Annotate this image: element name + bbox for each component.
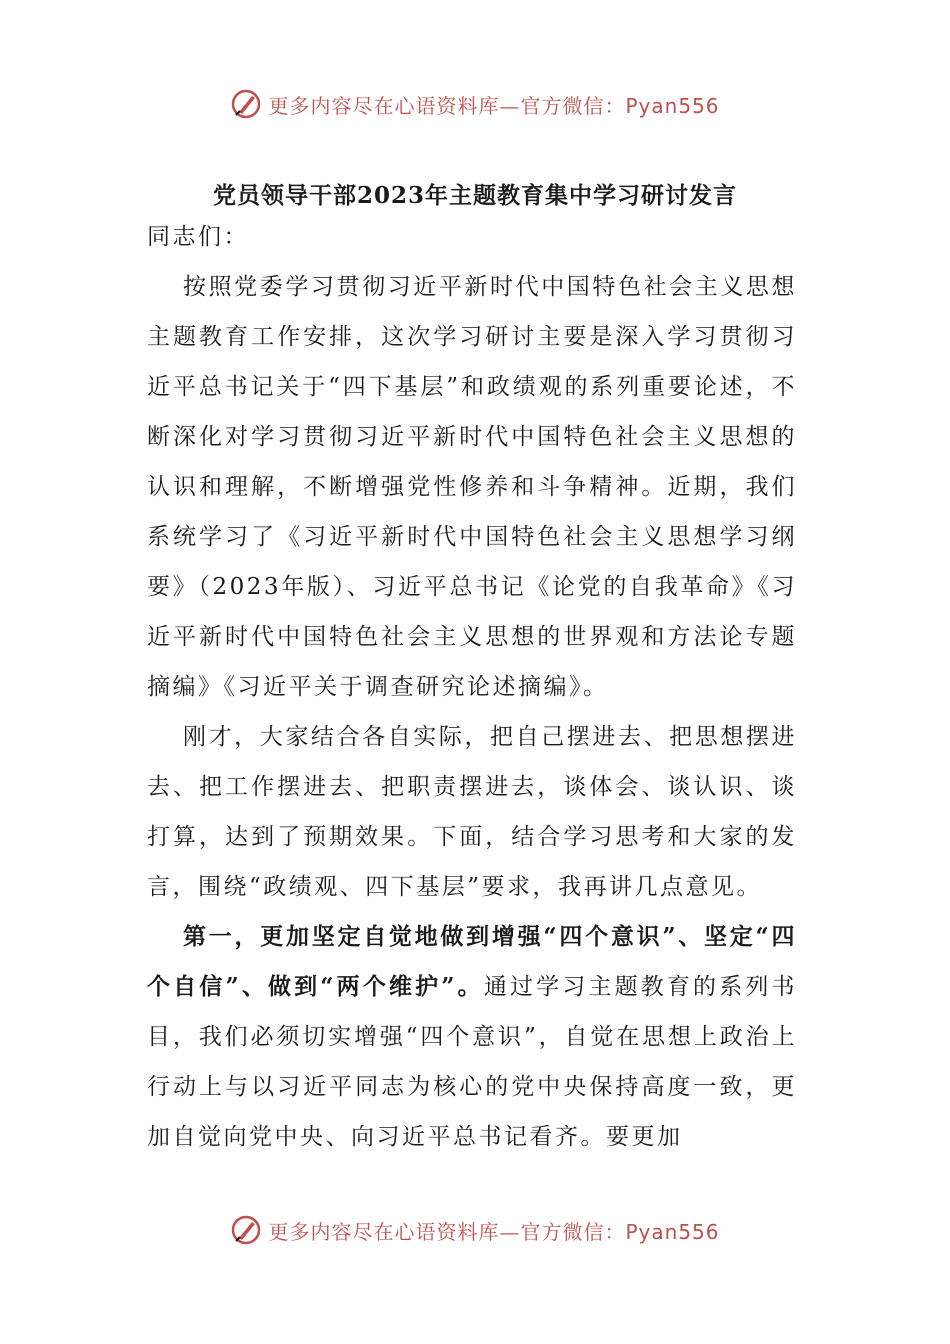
watermark-id: Pyan556	[625, 93, 720, 118]
document-body	[147, 212, 797, 1162]
watermark-cn: 更多内容尽在心语资料库—官方微信：	[268, 93, 626, 118]
salutation: 同志们：	[147, 224, 249, 250]
header-watermark	[0, 84, 950, 124]
paragraph-1	[147, 262, 797, 712]
watermark-cn: 更多内容尽在心语资料库—官方微信：	[268, 1219, 626, 1244]
watermark-text	[268, 1216, 719, 1245]
paragraph-1-text: 按照党委学习贯彻习近平新时代中国特色社会主义思想主题教育工作安排，这次学习研讨主要是深入学习贯彻习近平总书记关于“四下基层”和政绩观的系列重要论述，不断深化对学习贯彻习近平新时代中国特色社会主义思想的认识和理解，不断增强党性修养和斗争精神。近期，我们系统学习了《习近平新时代中国特色社会主义思想学习纲要》（2023年版）、习近平总书记《论党的自我革命》《习近平新时代中国特色社会主义思想的世界观和方法论专题摘编》《习近平关于调查研究论述摘编》。	[147, 274, 797, 700]
paragraph-3-text: 通过学习主题教育的系列书目，我们必须切实增强“四个意识”，自觉在思想上政治上行动上与以习近平同志为核心的党中央保持高度一致，更加自觉向党中央、向习近平总书记看齐。要更加	[147, 974, 797, 1150]
paragraph-2-text: 刚才，大家结合各自实际，把自己摆进去、把思想摆进去、把工作摆进去、把职责摆进去，谈体会、谈认识、谈打算，达到了预期效果。下面，结合学习思考和大家的发言，围绕“政绩观、四下基层”要求，我再讲几点意见。	[147, 724, 797, 900]
paragraph-2	[147, 712, 797, 912]
watermark-id: Pyan556	[625, 1219, 720, 1244]
quill-logo-icon	[230, 1214, 262, 1246]
watermark-text	[268, 90, 719, 119]
footer-watermark	[0, 1210, 950, 1250]
quill-logo-icon	[230, 88, 262, 120]
paragraph-3-bold: 第一，更加坚定自觉地做到增强“四个意识”、坚定“四个自信”、做到“两个维护”。	[147, 923, 797, 1000]
paragraph-3	[147, 912, 797, 1162]
document-title: 党员领导干部2023年主题教育集中学习研讨发言	[212, 182, 737, 209]
